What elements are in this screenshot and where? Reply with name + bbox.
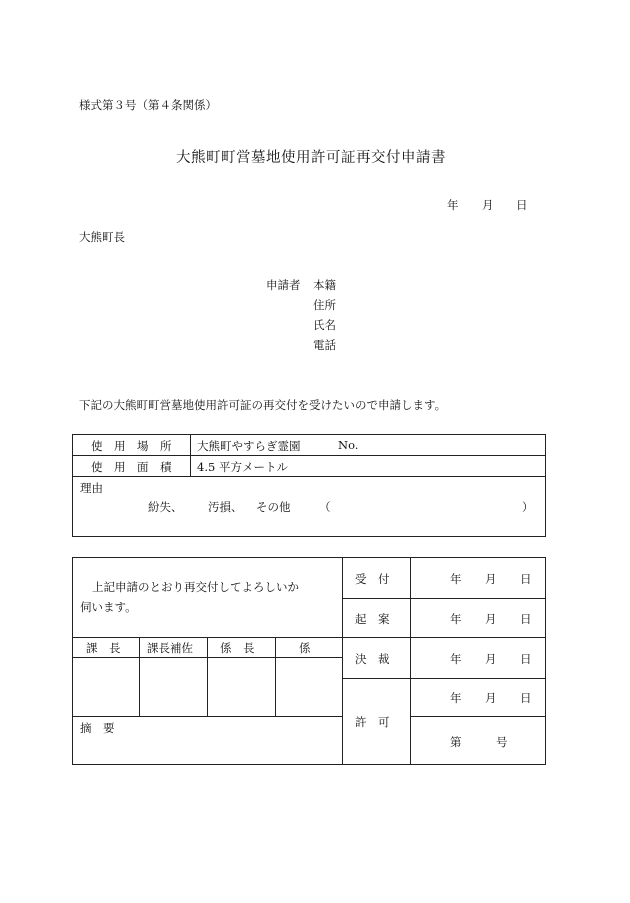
- reason-option-damaged: 汚損、: [208, 500, 243, 514]
- date-month-label: 月: [482, 198, 494, 212]
- usage-area-value: 4.5 平方メートル: [197, 460, 288, 474]
- column-divider: [342, 557, 343, 765]
- drafted-date-day: 日: [520, 612, 532, 626]
- step-decided: 決 裁: [355, 652, 390, 666]
- usage-area-label: 使 用 面 積: [91, 460, 172, 474]
- row-divider: [342, 598, 546, 599]
- reason-option-other: その他: [256, 500, 291, 514]
- request-statement: 下記の大熊町町営墓地使用許可証の再交付を受けたいので申請します。: [79, 398, 447, 412]
- permitted-date-day: 日: [520, 691, 532, 705]
- column-divider: [207, 637, 208, 716]
- summary-label: 摘 要: [80, 721, 115, 735]
- role-subsection-chief: 係 長: [220, 641, 255, 655]
- received-date-day: 日: [520, 572, 532, 586]
- row-divider: [410, 716, 546, 717]
- approval-text-line2: 伺います。: [80, 600, 137, 614]
- permitted-date-year: 年: [450, 691, 462, 705]
- permit-number-suffix: 号: [496, 735, 508, 749]
- applicant-domicile-field: 本籍: [313, 278, 336, 292]
- role-staff: 係: [299, 641, 311, 655]
- row-divider: [72, 716, 342, 717]
- addressee: 大熊町長: [79, 230, 125, 244]
- column-divider: [190, 434, 191, 476]
- reason-paren-open: （: [319, 500, 331, 514]
- column-divider: [410, 557, 411, 765]
- applicant-name-field: 氏名: [313, 318, 336, 332]
- approval-text-line1: 上記申請のとおり再交付してよろしいか: [92, 580, 299, 594]
- step-drafted: 起 案: [355, 612, 390, 626]
- reason-label: 理由: [80, 481, 103, 495]
- row-divider: [342, 637, 546, 638]
- row-divider: [72, 476, 546, 477]
- applicant-label: 申請者: [266, 278, 301, 292]
- date-day-label: 日: [516, 198, 528, 212]
- received-date-month: 月: [485, 572, 497, 586]
- usage-location-label: 使 用 場 所: [91, 439, 172, 453]
- permit-number-prefix: 第: [450, 735, 462, 749]
- received-date-year: 年: [450, 572, 462, 586]
- applicant-phone-field: 電話: [313, 338, 336, 352]
- column-divider: [139, 637, 140, 716]
- permitted-date-month: 月: [485, 691, 497, 705]
- usage-location-value: 大熊町やすらぎ霊園: [197, 439, 301, 453]
- date-year-label: 年: [447, 198, 459, 212]
- decided-date-year: 年: [450, 652, 462, 666]
- reason-option-lost: 紛失、: [148, 500, 183, 514]
- drafted-date-year: 年: [450, 612, 462, 626]
- step-permitted: 許 可: [355, 715, 390, 729]
- decided-date-month: 月: [485, 652, 497, 666]
- document-title: 大熊町町営墓地使用許可証再交付申請書: [176, 150, 446, 166]
- column-divider: [275, 637, 276, 716]
- role-deputy-chief: 課長補佐: [147, 641, 193, 655]
- step-received: 受 付: [355, 572, 390, 586]
- plot-number-label: No.: [338, 438, 359, 452]
- drafted-date-month: 月: [485, 612, 497, 626]
- role-section-chief: 課 長: [86, 641, 121, 655]
- form-number: 様式第３号（第４条関係）: [79, 98, 217, 112]
- row-divider: [72, 455, 546, 456]
- decided-date-day: 日: [520, 652, 532, 666]
- applicant-address-field: 住所: [313, 298, 336, 312]
- reason-paren-close: ）: [522, 500, 534, 514]
- row-divider: [342, 678, 546, 679]
